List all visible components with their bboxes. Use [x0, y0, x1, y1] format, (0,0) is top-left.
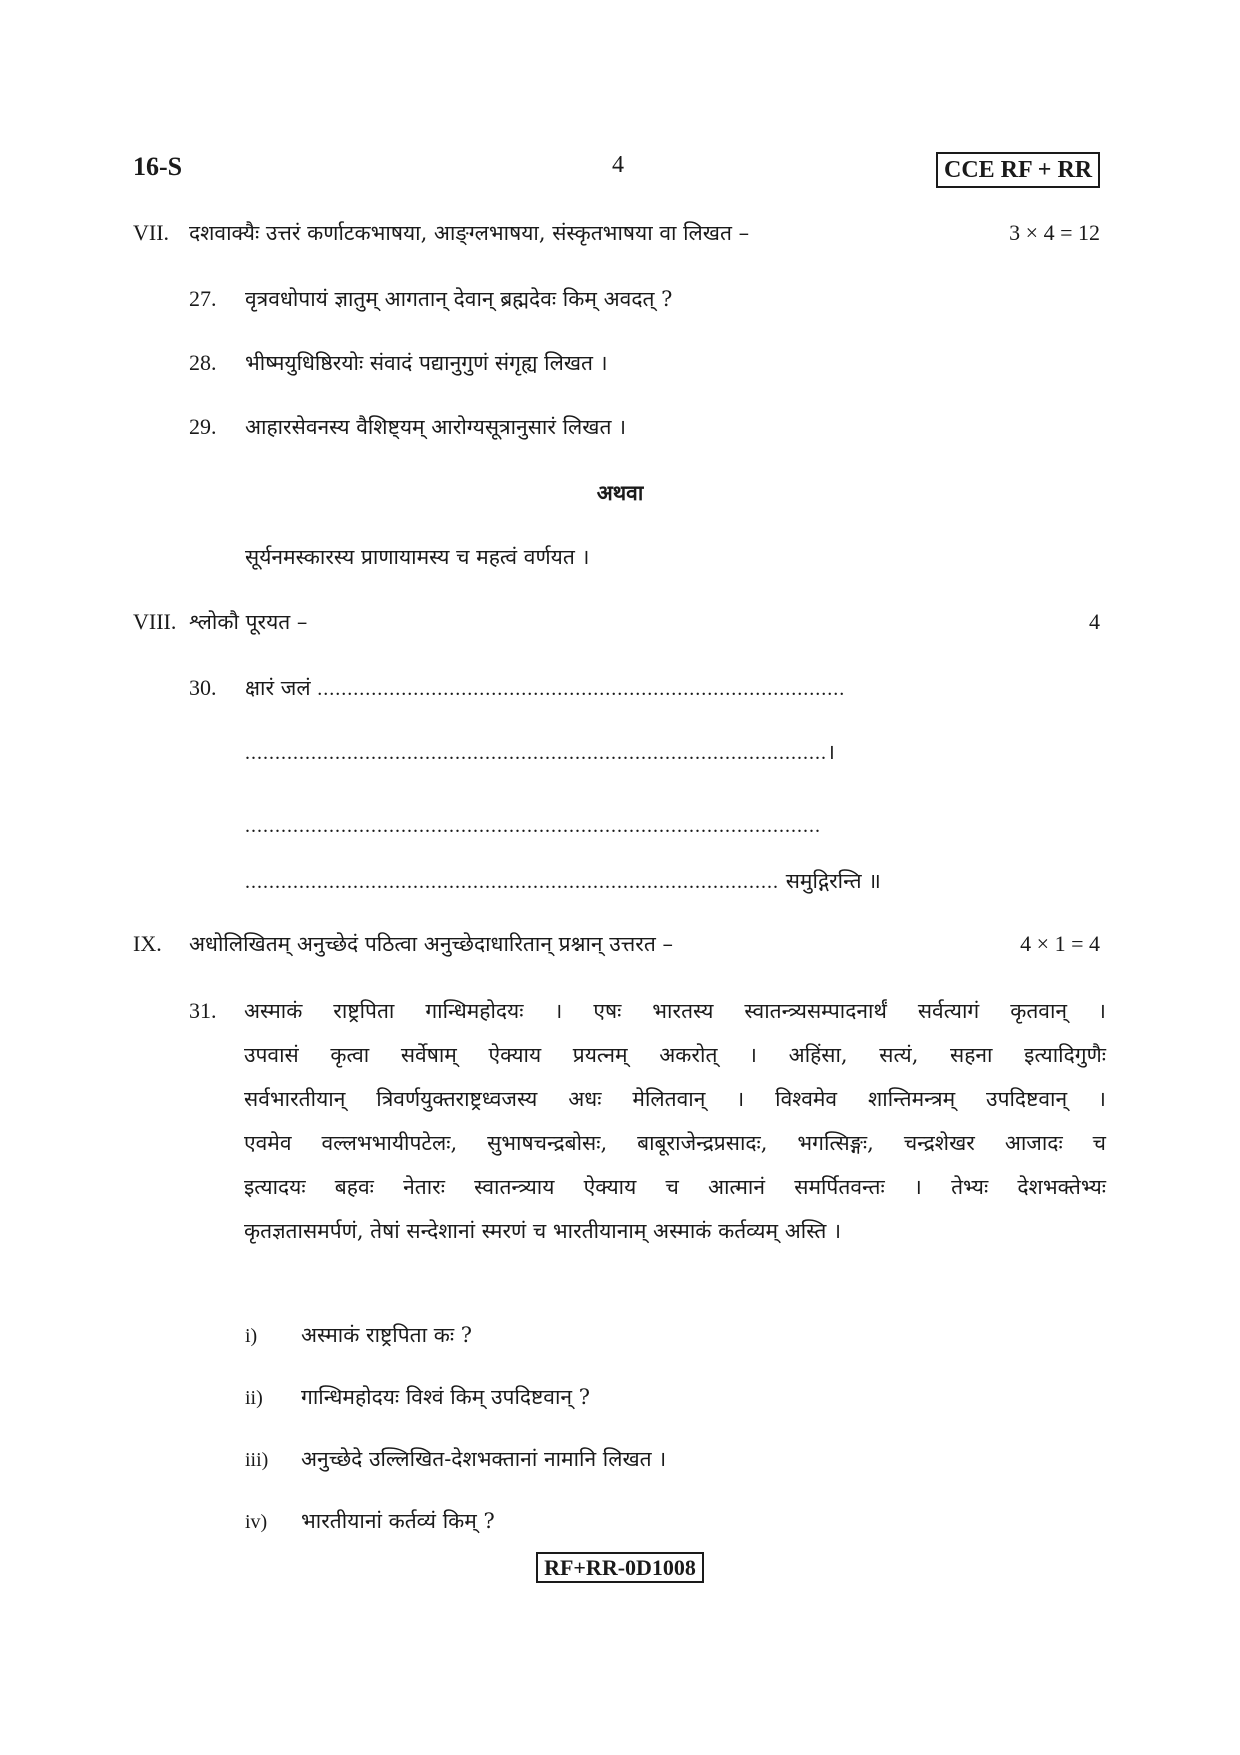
- verse-line-4-end: समुद्गिरन्ति ॥: [785, 869, 881, 893]
- section-8-instruction: श्लोकौ पूरयत –: [189, 610, 308, 634]
- footer-code: [0, 1555, 1240, 1581]
- section-7-marks: 3 × 4 = 12: [1009, 220, 1100, 245]
- question-27: [189, 284, 672, 314]
- sub-question-text: भारतीयानां कर्तव्यं किम् ?: [301, 1509, 495, 1533]
- or-label: अथवा: [596, 480, 644, 505]
- passage-line: उपवासं कृत्वा सर्वेषाम् ऐक्याय प्रयत्नम् अकरोत् । अहिंसा, सत्यं, सहना इत्यादिगुणैः: [244, 1043, 1106, 1067]
- sub-question-3: [245, 1444, 666, 1475]
- sub-question-index: iii): [245, 1449, 269, 1471]
- footer-code-box: RF+RR-0D1008: [536, 1552, 704, 1583]
- section-9-marks: 4 × 1 = 4: [1020, 931, 1100, 956]
- fill-dots: ........................................................................................: [317, 678, 846, 700]
- section-7-instruction: दशवाक्यैः उत्तरं कर्णाटकभाषया, आङ्ग्लभाषया, संस्कृतभाषया वा लिखत –: [189, 221, 750, 245]
- fill-dots: .........................................................................................: [245, 871, 779, 893]
- question-number: 30.: [189, 675, 217, 700]
- paper-code: 16-S: [133, 152, 183, 181]
- section-9-roman: IX.: [133, 931, 162, 956]
- question-number: 29.: [189, 414, 217, 439]
- question-number: 27.: [189, 286, 217, 311]
- verse-line-2-end: ।: [827, 740, 835, 764]
- question-28: [189, 348, 608, 378]
- passage-line: एवमेव वल्लभभायीपटेलः, सुभाषचन्द्रबोसः, बाबूराजेन्द्रप्रसादः, भगत्सिङ्गः, चन्द्रशेखर आजादः च: [244, 1131, 1106, 1155]
- section-8-heading: [133, 607, 307, 637]
- sub-question-1: [245, 1320, 472, 1351]
- question-text: वृत्रवधोपायं ज्ञातुम् आगतान् देवान् ब्रह्मदेवः किम् अवदत् ?: [245, 287, 673, 311]
- series-box: CCE RF + RR: [936, 152, 1100, 188]
- verse-line-1: [189, 673, 845, 704]
- passage-line: अस्माकं राष्ट्रपिता गान्धिमहोदयः । एषः भारतस्य स्वातन्त्र्यसम्पादनार्थं सर्वत्यागं कृतवान् ।: [244, 999, 1106, 1023]
- passage-line: कृतज्ञतासमर्पणं, तेषां सन्देशानां स्मरणं च भारतीयानाम् अस्माकं कर्तव्यम् अस्ति ।: [244, 1219, 842, 1243]
- question-31-number: [189, 996, 245, 1026]
- verse-line-4: [245, 866, 881, 897]
- sub-question-text: गान्धिमहोदयः विश्वं किम् उपदिष्टवान् ?: [301, 1385, 591, 1409]
- verse-start: क्षारं जलं: [245, 676, 311, 700]
- section-7-heading: [133, 218, 749, 248]
- sub-question-index: ii): [245, 1387, 263, 1409]
- passage: [244, 989, 1106, 1253]
- fill-dots: ................................................................................................: [245, 815, 821, 837]
- question-number: 31.: [189, 998, 217, 1023]
- page-number: 4: [612, 152, 624, 178]
- sub-question-index: i): [245, 1325, 258, 1347]
- verse-line-2: [245, 737, 835, 768]
- question-text: भीष्मयुधिष्ठिरयोः संवादं पद्यानुगुणं संगृह्य लिखत ।: [245, 351, 608, 375]
- section-9-instruction: अधोलिखितम् अनुच्छेदं पठित्वा अनुच्छेदाधारितान् प्रश्नान् उत्तरत –: [189, 932, 673, 956]
- sub-question-2: [245, 1382, 590, 1413]
- or-question: सूर्यनमस्कारस्य प्राणायामस्य च महत्वं वर्णयत ।: [245, 545, 590, 569]
- section-7-roman: VII.: [133, 220, 170, 245]
- verse-line-3: [245, 810, 821, 841]
- sub-question-index: iv): [245, 1511, 268, 1533]
- section-8-roman: VIII.: [133, 609, 177, 634]
- fill-dots: .................................................................................................: [245, 742, 827, 764]
- question-number: 28.: [189, 350, 217, 375]
- section-9-heading: [133, 929, 673, 959]
- sub-question-text: अनुच्छेदे उल्लिखित-देशभक्तानां नामानि लिखत ।: [301, 1447, 667, 1471]
- sub-question-4: [245, 1506, 495, 1537]
- question-text: आहारसेवनस्य वैशिष्ट्यम् आरोग्यसूत्रानुसारं लिखत ।: [245, 415, 627, 439]
- passage-line: सर्वभारतीयान् त्रिवर्णयुक्तराष्ट्रध्वजस्य अधः मेलितवान् । विश्वमेव शान्तिमन्त्रम् उपदिष्टवान् ।: [244, 1087, 1106, 1111]
- passage-line: इत्यादयः बहवः नेतारः स्वातन्त्र्याय ऐक्याय च आत्मानं समर्पितवन्तः । तेभ्यः देशभक्तेभ्यः: [244, 1175, 1106, 1199]
- sub-question-text: अस्माकं राष्ट्रपिता कः ?: [301, 1323, 473, 1347]
- question-29: [189, 412, 626, 442]
- section-8-marks: 4: [1089, 609, 1100, 634]
